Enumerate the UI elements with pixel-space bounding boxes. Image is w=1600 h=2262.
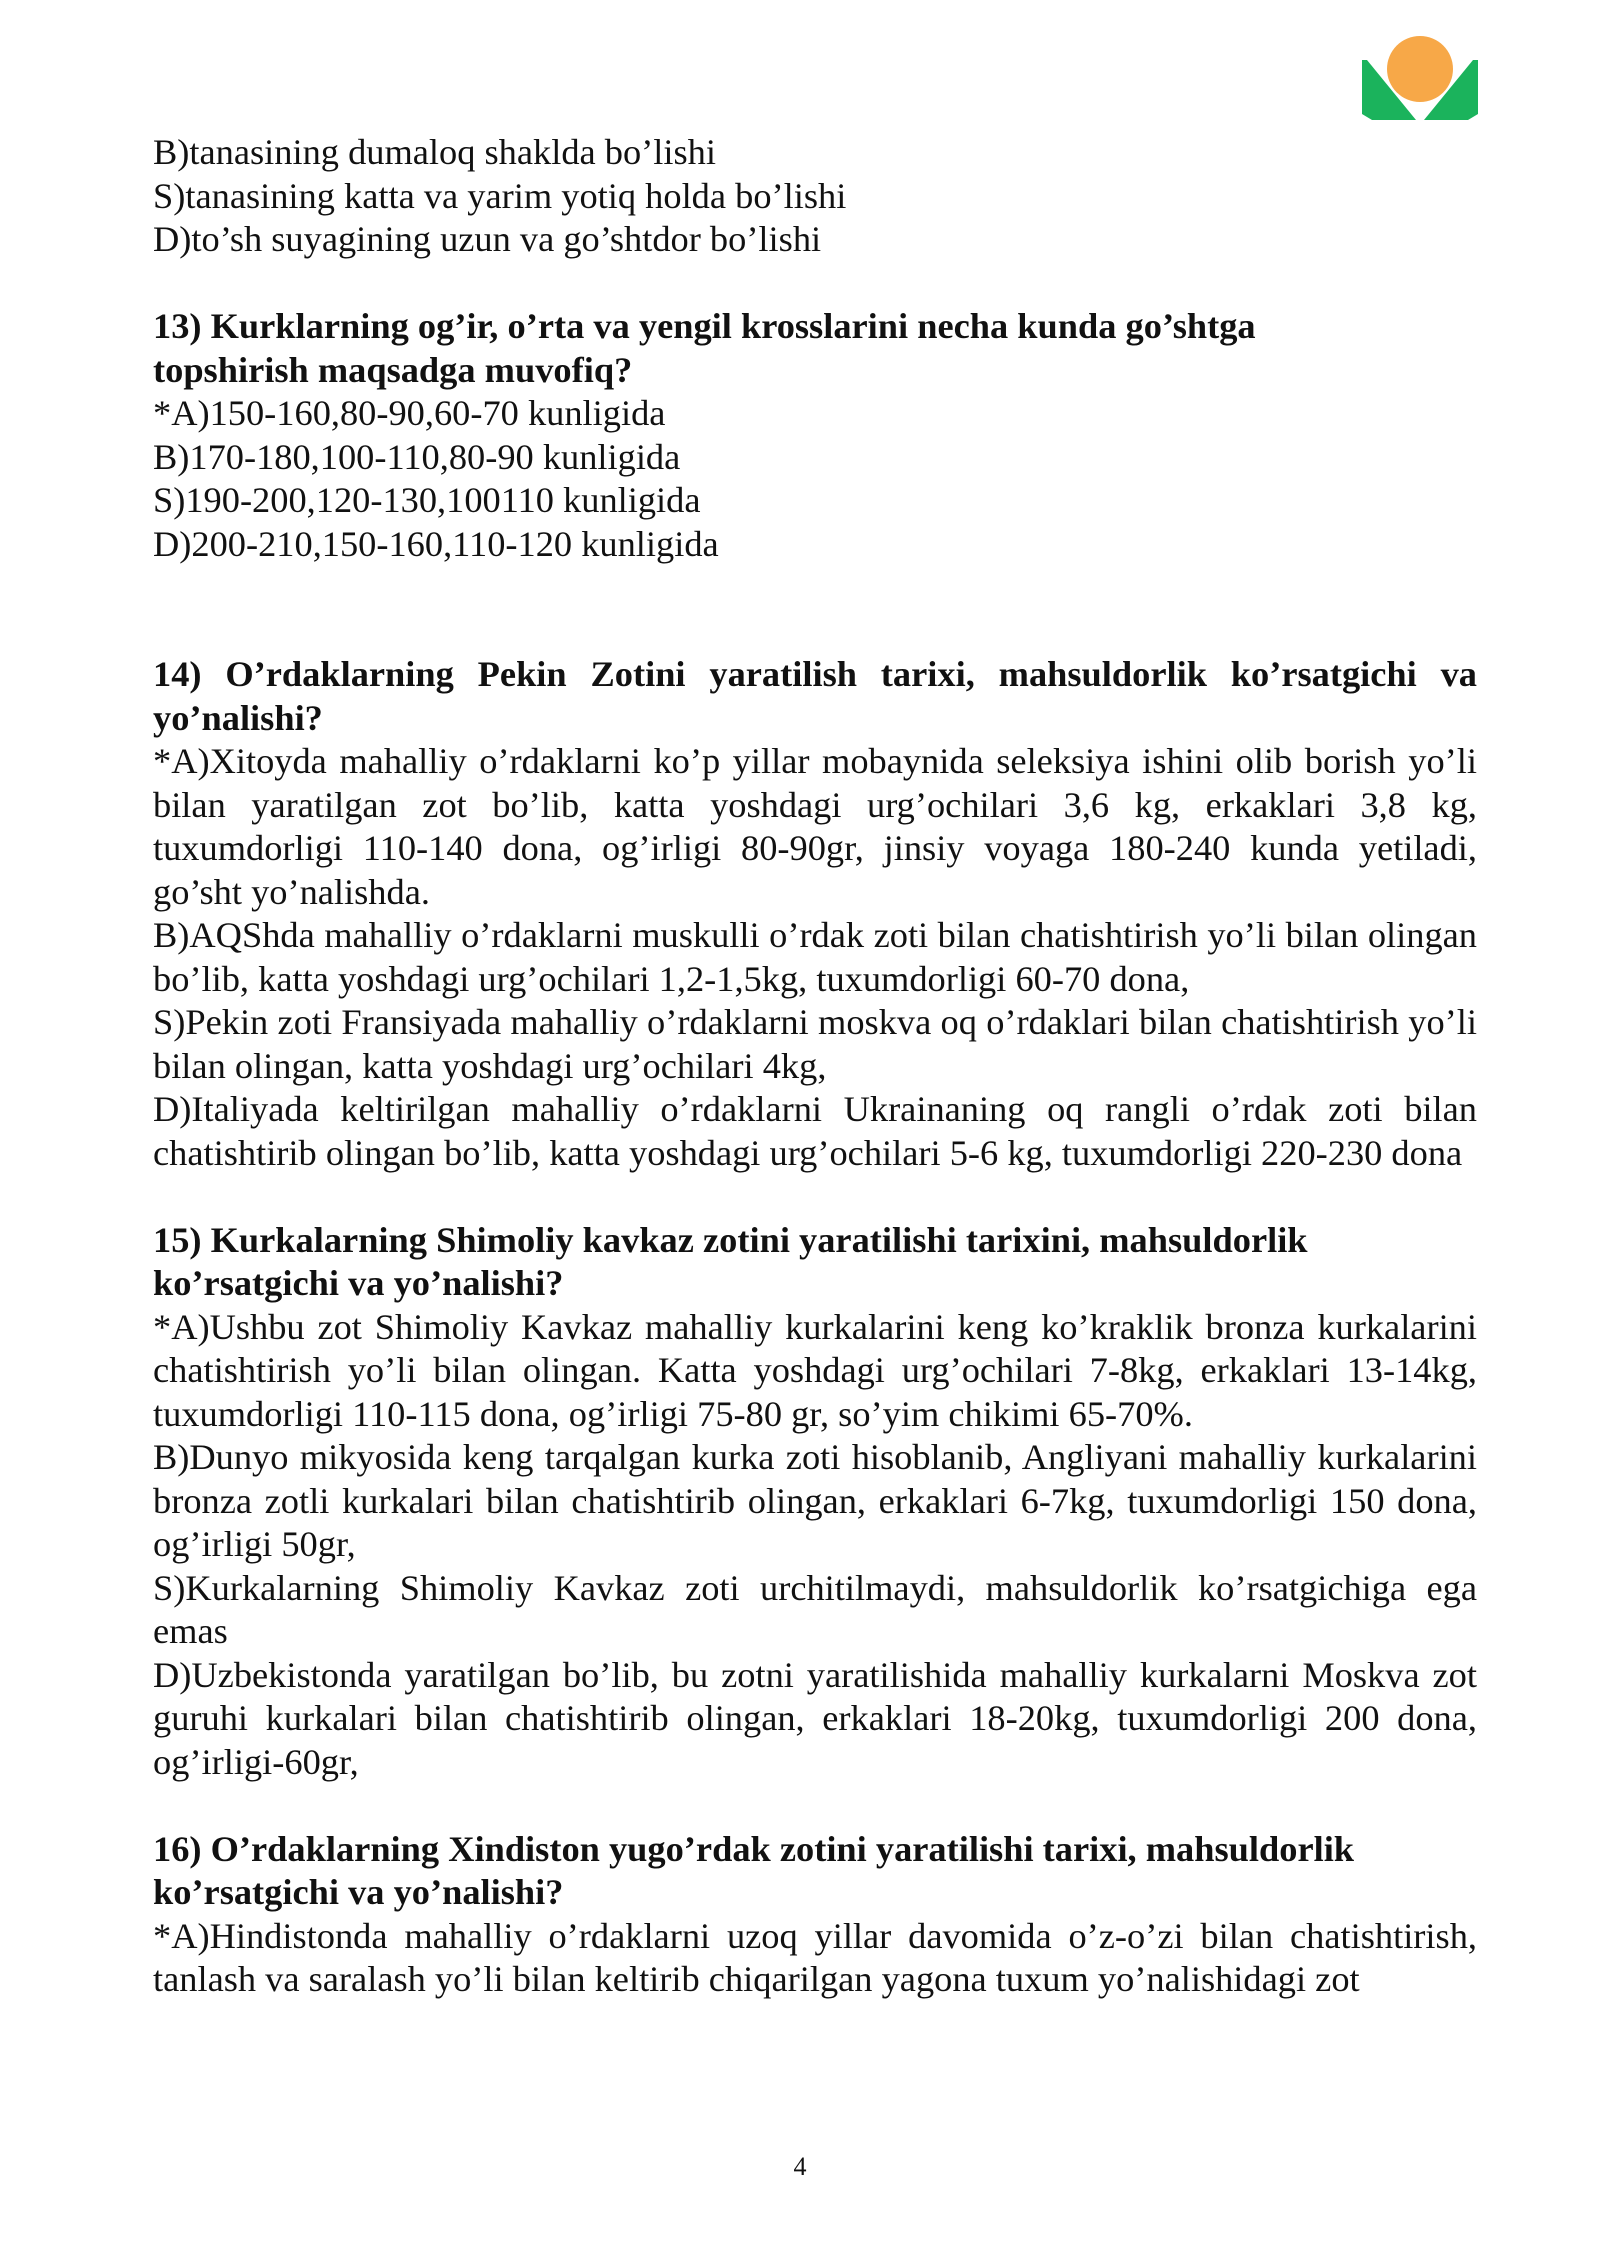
question-14	[153, 653, 1477, 1175]
question-15-option-s: S)Kurkalarning Shimoliy Kavkaz zoti urchitilmaydi, mahsuldorlik ko’rsatgichiga ega emas	[153, 1567, 1477, 1651]
spacer	[153, 566, 1477, 653]
option-s: S)tanasining katta va yarim yotiq holda bo’lishi	[153, 175, 847, 216]
question-13	[153, 305, 1477, 566]
question-13-option-a: *A)150-160,80-90,60-70 kunligida	[153, 393, 666, 433]
question-16-option-a: *A)Hindistonda mahalliy o’rdaklarni uzoq yillar davomida o’z-o’zi bilan chatishtirish, tanlash va saralash yo’li bilan keltirib chiqarilgan yagona tuxum yo’nalishidagi zot	[153, 1915, 1477, 1999]
continuation-options	[153, 131, 1477, 262]
question-16-title-line-2: ko’rsatgichi va yo’nalishi?	[153, 1872, 564, 1912]
question-15-option-a: *A)Ushbu zot Shimoliy Kavkaz mahalliy kurkalarini keng ko’kraklik bronza kurkalarini chatishtirish yo’li bilan olingan. Katta yoshdagi urg’ochilari 7-8kg, erkaklari 13-14kg, tuxumdorligi 110-115 dona, og’irligi 75-80 gr, so’yim chikimi 65-70%.	[153, 1306, 1477, 1434]
question-13-title-line-1: 13) Kurklarning og’ir, o’rta va yengil krosslarini necha kunda go’shtga	[153, 306, 1256, 346]
question-13-option-s: S)190-200,120-130,100110 kunligida	[153, 480, 701, 520]
question-13-option-b: B)170-180,100-110,80-90 kunligida	[153, 436, 681, 477]
question-14-option-b: B)AQShda mahalliy o’rdaklarni muskulli o’rdak zoti bilan chatishtirish yo’li bilan olingan bo’lib, katta yoshdagi urg’ochilari 1,2-1,5kg, tuxumdorligi 60-70 dona,	[153, 915, 1477, 999]
question-15-title-line-2: ko’rsatgichi va yo’nalishi?	[153, 1263, 564, 1303]
question-16	[153, 1828, 1477, 2002]
question-15-title-line-1: 15) Kurkalarning Shimoliy kavkaz zotini yaratilishi tarixini, mahsuldorlik	[153, 1219, 1308, 1260]
logo-icon	[1362, 36, 1478, 132]
question-14-title: 14) O’rdaklarning Pekin Zotini yaratilish tarixi, mahsuldorlik ko’rsatgichi va yo’nalishi?	[153, 654, 1477, 738]
spacer	[153, 1784, 1477, 1828]
spacer	[153, 262, 1477, 306]
spacer	[153, 1175, 1477, 1219]
page-number: 4	[793, 2152, 807, 2181]
question-15-option-d: D)Uzbekistonda yaratilgan bo’lib, bu zotni yaratilishida mahalliy kurkalarni Moskva zot guruhi kurkalari bilan chatishtirib olingan, erkaklari 18-20kg, tuxumdorligi 200 dona, og’irligi-60gr,	[153, 1654, 1477, 1782]
question-14-option-a: *A)Xitoyda mahalliy o’rdaklarni ko’p yillar mobaynida seleksiya ishini olib borish yo’li bilan yaratilgan zot bo’lib, katta yoshdagi urg’ochilari 3,6 kg, erkaklari 3,8 kg, tuxumdorligi 110-140 dona, og’irligi 80-90gr, jinsiy voyaga 180-240 kunda yetiladi, go’sht yo’nalishda.	[153, 741, 1477, 912]
question-15-option-b: B)Dunyo mikyosida keng tarqalgan kurka zoti hisoblanib, Angliyani mahalliy kurkalarini bronza zotli kurkalari bilan chatishtirib olingan, erkaklari 6-7kg, tuxumdorligi 150 dona, og’irligi 50gr,	[153, 1437, 1477, 1564]
logo-sun	[1387, 36, 1453, 102]
question-13-option-d: D)200-210,150-160,110-120 kunligida	[153, 523, 719, 564]
question-15	[153, 1219, 1477, 1785]
question-16-title-line-1: 16) O’rdaklarning Xindiston yugo’rdak zotini yaratilishi tarixi, mahsuldorlik	[153, 1828, 1355, 1869]
question-14-option-d: D)Italiyada keltirilgan mahalliy o’rdaklarni Ukrainaning oq rangli o’rdak zoti bilan chatishtirib olingan bo’lib, katta yoshdagi urg’ochilari 5-6 kg, tuxumdorligi 220-230 dona	[153, 1089, 1477, 1173]
question-14-option-s: S)Pekin zoti Fransiyada mahalliy o’rdaklarni moskva oq o’rdaklari bilan chatishtirish yo’li bilan olingan, katta yoshdagi urg’ochilari 4kg,	[153, 1002, 1477, 1086]
question-13-title-line-2: topshirish maqsadga muvofiq?	[153, 349, 633, 390]
option-d: D)to’sh suyagining uzun va go’shtdor bo’lishi	[153, 219, 822, 259]
option-b: B)tanasining dumaloq shaklda bo’lishi	[153, 132, 716, 172]
document-body	[153, 131, 1477, 2002]
